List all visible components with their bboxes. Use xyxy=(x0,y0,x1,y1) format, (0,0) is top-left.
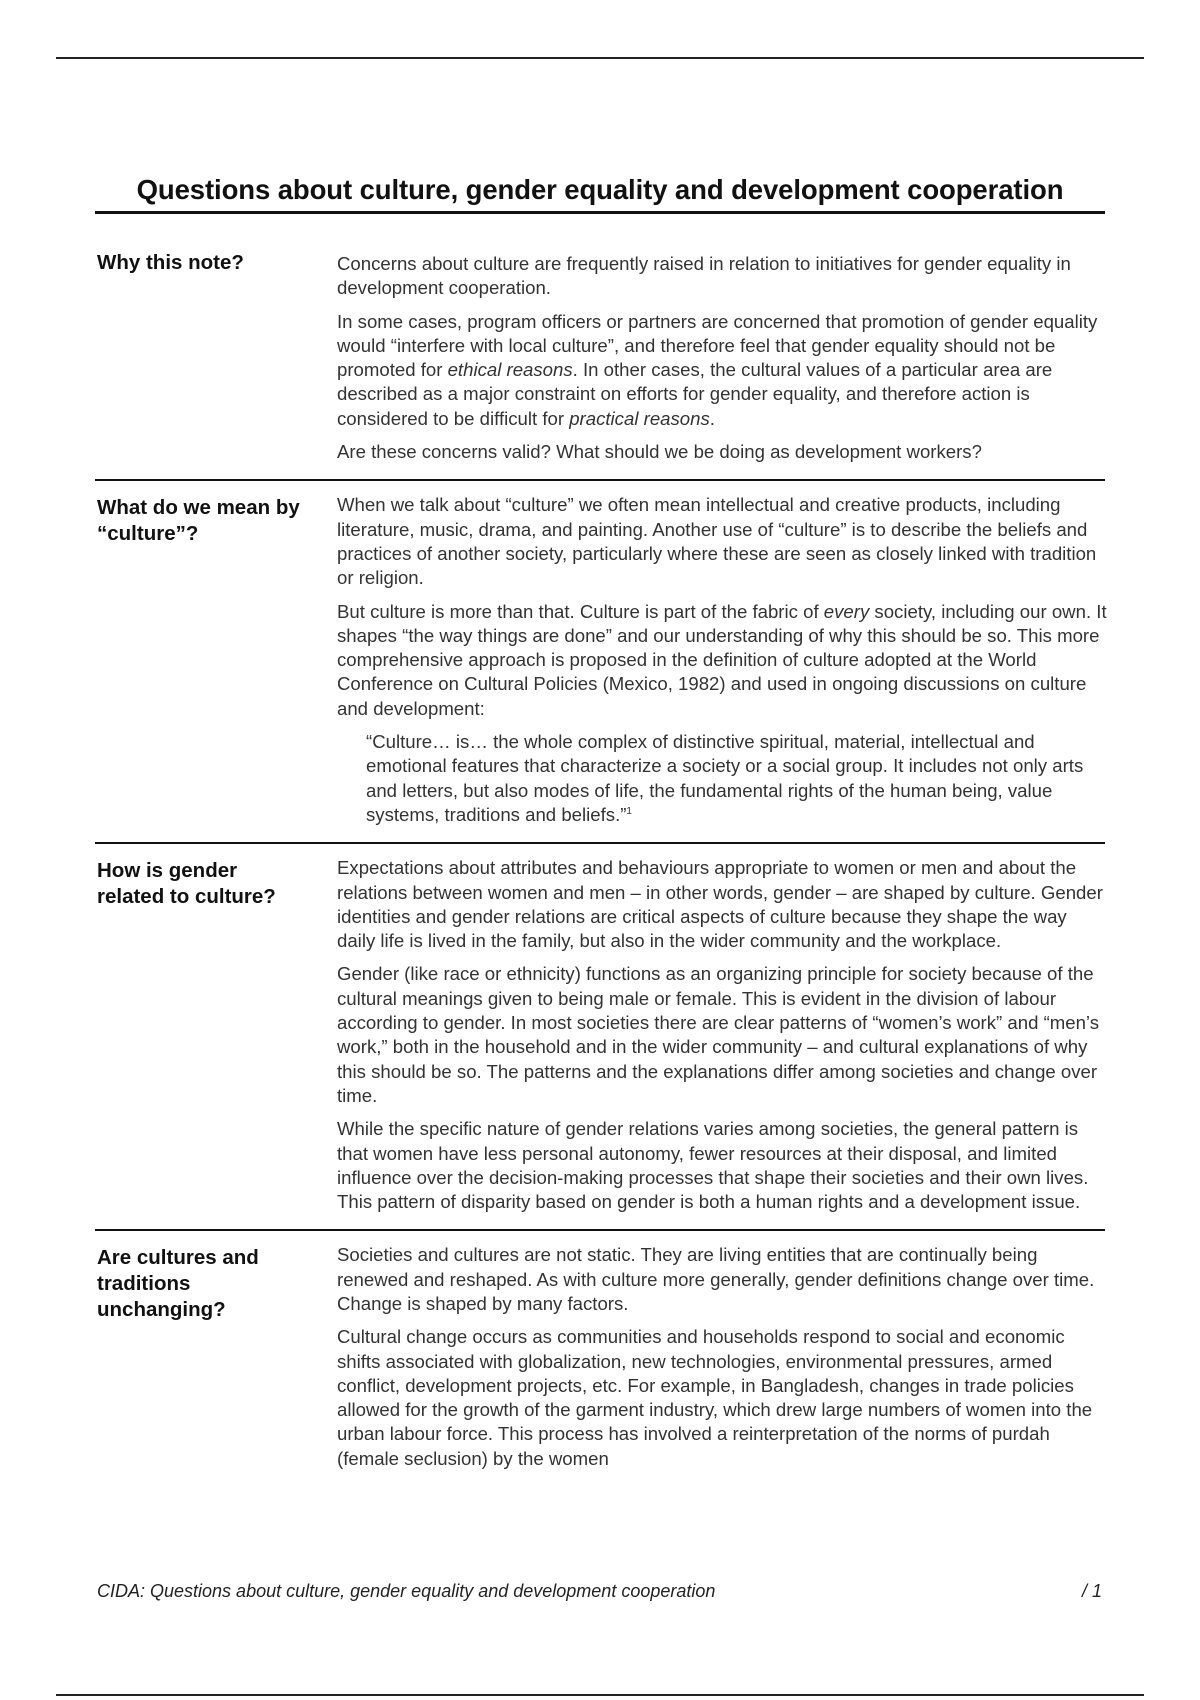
section-body xyxy=(337,481,1107,842)
section-body xyxy=(337,238,1107,479)
paragraph: In some cases, program officers or partners are concerned that promotion of gender equality would “interfere with local culture”, and therefore feel that gender equality should not be promoted for ethical reasons. In other cases, the cultural values of a particular area are described as a major constraint on efforts for gender equality, and therefore action is considered to be difficult for practical reasons. xyxy=(337,310,1098,429)
paragraph: Concerns about culture are frequently raised in relation to initiatives for gender equality in development cooperation. xyxy=(337,253,1071,299)
paragraph: Cultural change occurs as communities and households respond to social and economic shifts associated with globalization, new technologies, environmental pressures, armed conflict, development projects, etc. For example, in Bangladesh, changes in trade policies allowed for the growth of the garment industry, which drew large numbers of women into the urban labour force. This process has involved a reinterpretation of the norms of purdah (female seclusion) by the women xyxy=(337,1326,1093,1469)
paragraph: While the specific nature of gender relations varies among societies, the general pattern is that women have less personal autonomy, fewer resources at their disposal, and limited influence over the decision-making processes that shape their societies and their own lives. This pattern of disparity based on gender is both a human rights and a development issue. xyxy=(337,1118,1089,1213)
section-heading: What do we mean by “culture”? xyxy=(97,496,300,546)
document-title: Questions about culture, gender equality and development cooperation xyxy=(136,174,1064,205)
paragraph: Are these concerns valid? What should we be doing as development workers? xyxy=(337,441,982,463)
block-quote: “Culture… is… the whole complex of distinctive spiritual, material, intellectual and emotional features that characterize a society or a social group. It includes not only arts and letters, but also modes of life, the fundamental rights of the human being, value systems, traditions and beliefs.”$^1$ xyxy=(366,731,1084,825)
paragraph: Societies and cultures are not static. They are living entities that are continually being renewed and reshaped. As with culture more generally, gender definitions change over time. Change is shaped by many factors. xyxy=(337,1244,1095,1314)
footer-page-number: / 1 xyxy=(1081,1581,1102,1601)
title-underline xyxy=(95,211,1105,214)
section-meaning-of-culture xyxy=(95,481,1105,842)
section-body xyxy=(337,1231,1107,1486)
paragraph: When we talk about “culture” we often mean intellectual and creative products, including literature, music, drama, and painting. Another use of “culture” is to describe the beliefs and practices of another society, particularly where these are seen as closely linked with tradition or religion. xyxy=(337,494,1097,589)
footer-document-reference: CIDA: Questions about culture, gender equality and development cooperation xyxy=(97,1581,716,1601)
section-heading: How is gender related to culture? xyxy=(97,859,276,909)
footnote-marker: 1 xyxy=(626,805,632,817)
section-gender-and-culture xyxy=(95,844,1105,1229)
section-changing-cultures xyxy=(95,1231,1105,1486)
emphasis-text: every xyxy=(823,600,870,622)
page-top-rule xyxy=(56,57,1144,59)
section-heading: Why this note? xyxy=(97,251,244,274)
paragraph: Expectations about attributes and behaviours appropriate to women or men and about the relations between women and men – in other words, gender – are shaped by culture. Gender identities and gender relations are critical aspects of culture because they shape the way daily life is lived in the family, but also in the wider community and the workplace. xyxy=(337,857,1103,952)
sections-container xyxy=(95,238,1105,1486)
section-heading: Are cultures and traditions unchanging? xyxy=(97,1246,259,1322)
paragraph: Gender (like race or ethnicity) functions as an organizing principle for society because of the cultural meanings given to being male or female. This is evident in the division of labour according to gender. In most societies there are clear patterns of “women’s work” and “men’s work,” both in the household and in the wider community – and cultural explanations of why this should be so. The patterns and the explanations differ among societies and change over time. xyxy=(337,963,1100,1106)
emphasis-text: ethical reasons xyxy=(447,359,573,381)
page-bottom-rule xyxy=(56,1694,1144,1696)
section-body xyxy=(337,844,1107,1229)
emphasis-text: practical reasons xyxy=(569,407,710,429)
paragraph: But culture is more than that. Culture is part of the fabric of every society, including our own. It shapes “the way things are done” and our understanding of why this should be so. This more comprehensive approach is proposed in the definition of culture adopted at the World Conference on Cultural Policies (Mexico, 1982) and used in ongoing discussions on culture and development: xyxy=(337,600,1107,719)
section-why-this-note xyxy=(95,238,1105,479)
